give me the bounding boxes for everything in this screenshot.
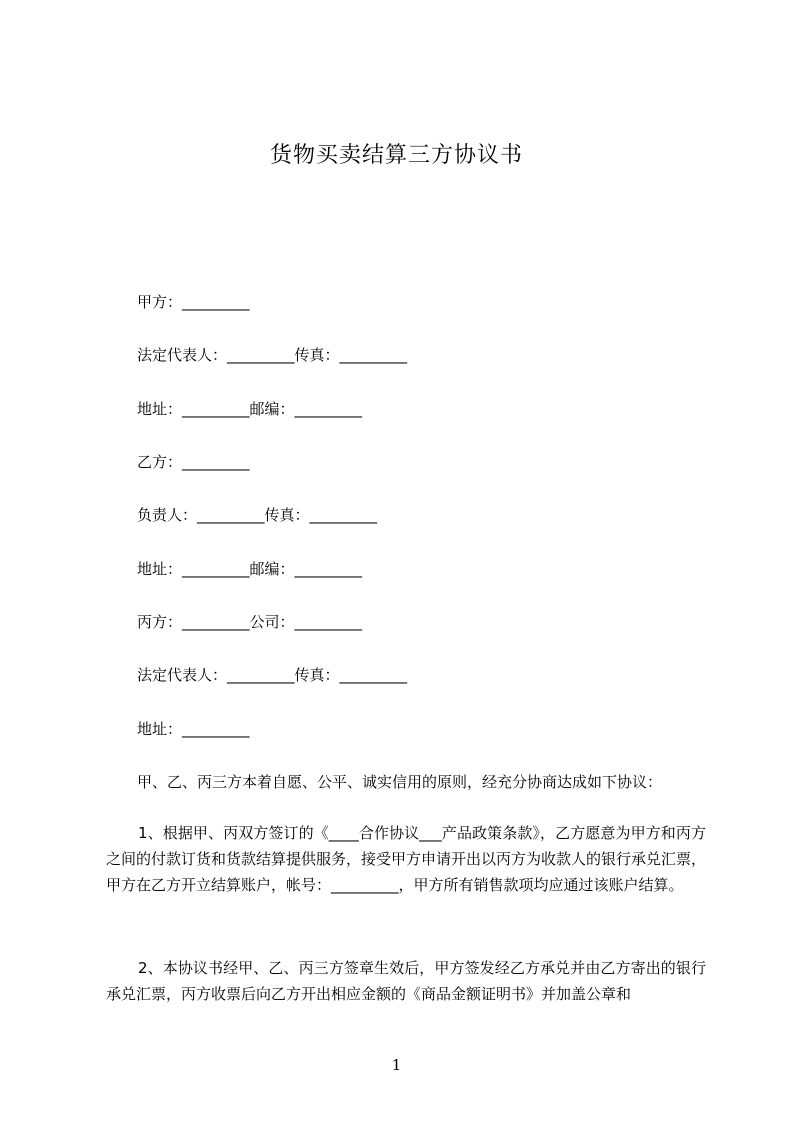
party-a-address-field: 地址：_________邮编：_________ [137, 400, 363, 418]
agreement-intro: 甲、乙、丙三方本着自愿、公平、诚实信用的原则，经充分协商达成如下协议： [137, 773, 663, 791]
party-c-field: 丙方：_________公司：_________ [137, 613, 363, 631]
party-b-field: 乙方：_________ [137, 453, 250, 471]
party-a-field: 甲方：_________ [137, 293, 250, 311]
party-c-address-field: 地址：_________ [137, 720, 250, 738]
party-b-address-field: 地址：_________邮编：_________ [137, 560, 363, 578]
page-number: 1 [391, 1056, 402, 1074]
document-title: 货物买卖结算三方协议书 [269, 143, 523, 168]
clause-1: 1、根据甲、丙双方签订的《____合作协议___产品政策条款》，乙方愿意为甲方和丙方之间的付款订货和货款结算提供服务，接受甲方申请开出以丙方为收款人的银行承兑汇票，甲方在乙方开立结算账户，帐号：_________，甲方所有销售款项均应通过该账户结算。 [106, 824, 707, 894]
clause-2: 2、本协议书经甲、乙、丙三方签章生效后，甲方签发经乙方承兑并由乙方寄出的银行承兑汇票，丙方收票后向乙方开出相应金额的《商品金额证明书》并加盖公章和 [106, 959, 706, 1003]
party-b-responsible-field: 负责人：_________传真：_________ [137, 506, 378, 524]
party-c-representative-field: 法定代表人：_________传真：_________ [137, 666, 408, 684]
party-a-representative-field: 法定代表人：_________传真：_________ [137, 346, 408, 364]
